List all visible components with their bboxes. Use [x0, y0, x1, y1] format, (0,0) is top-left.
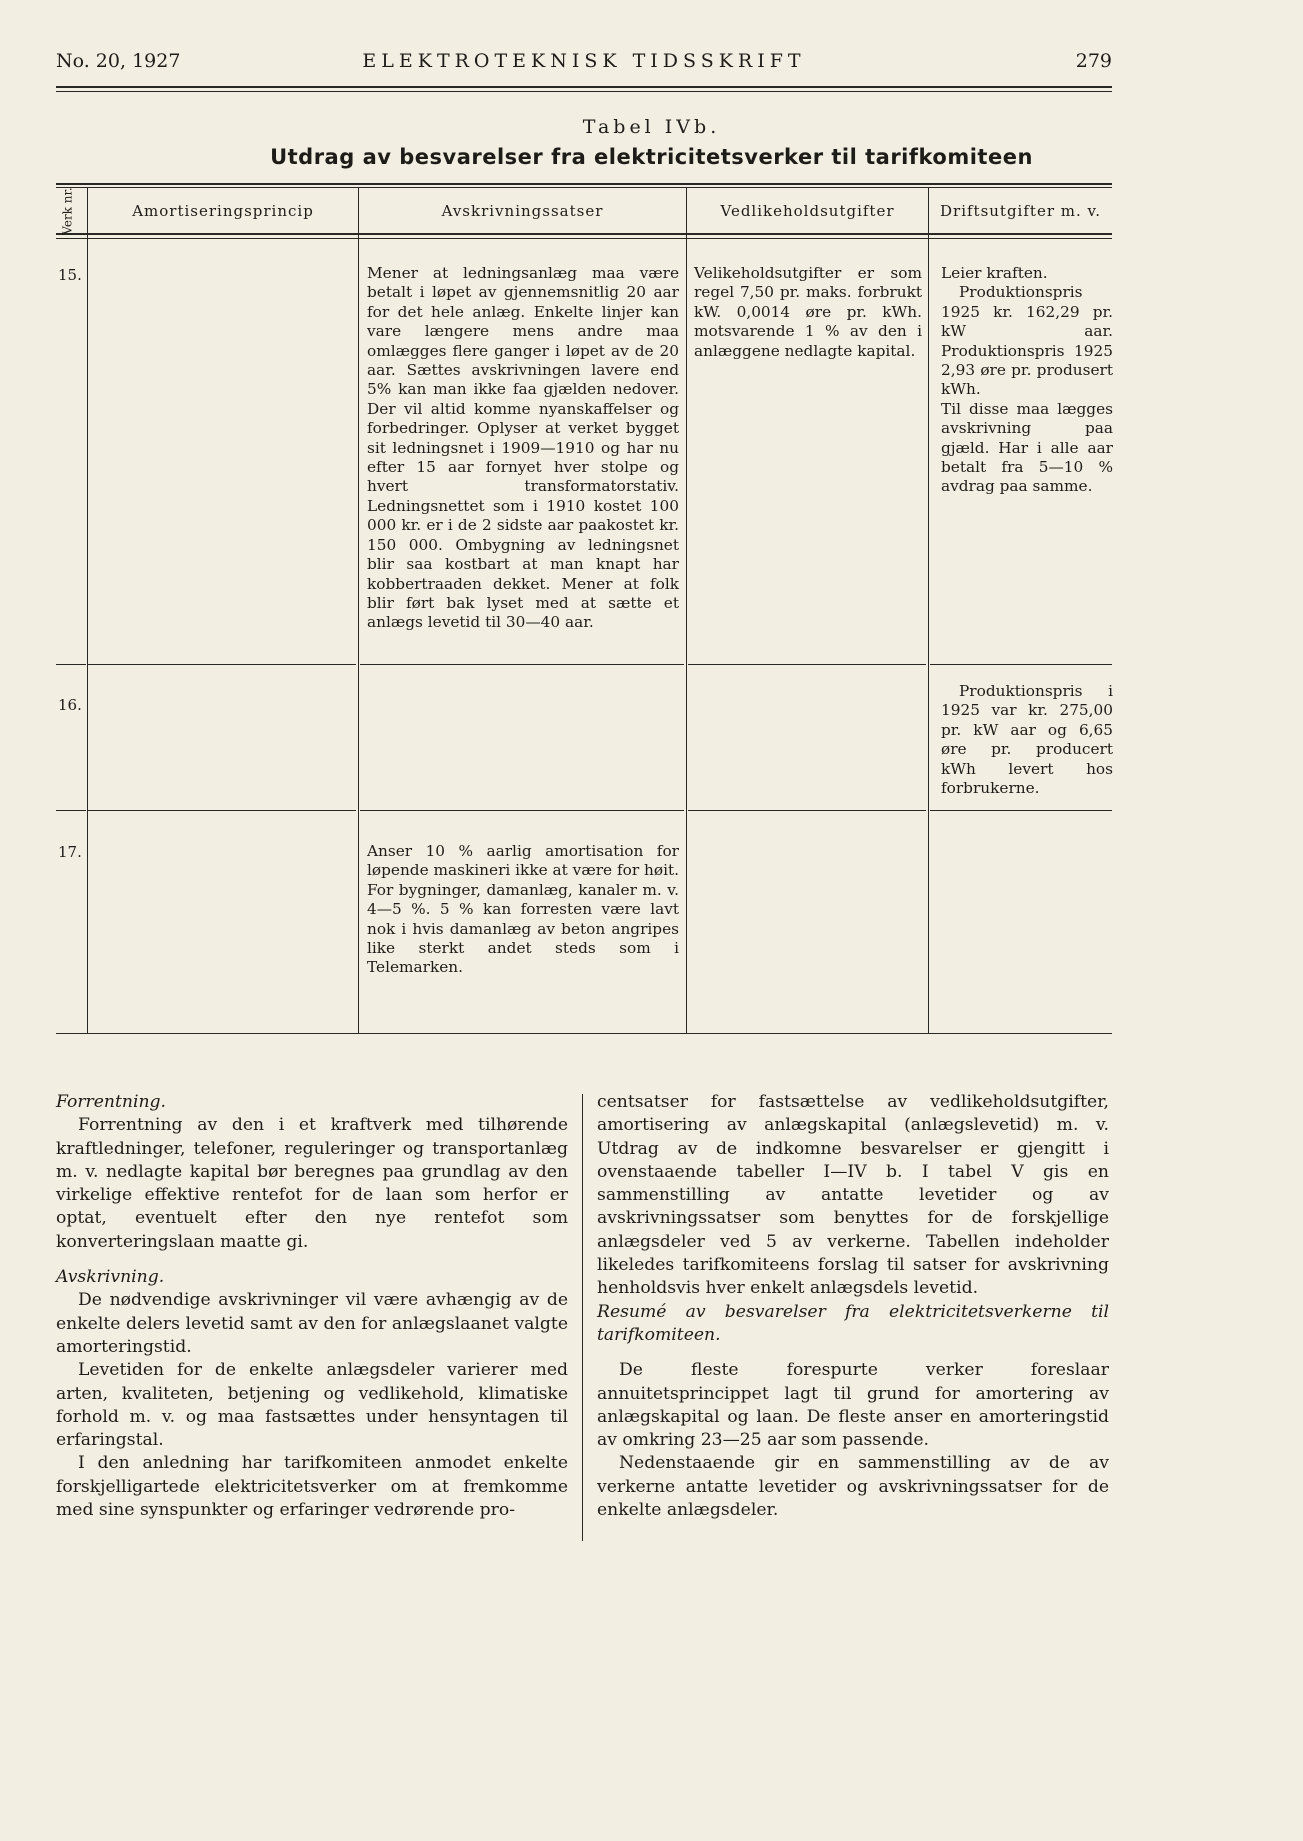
page-number: 279	[1075, 50, 1112, 72]
paragraph: De fleste forespurte verker foreslaar annuitetsprincippet lagt til grund for amortering av anlægskapital og laan. De fleste anser en amorteringstid av omkring 23—25 aar som passende.	[597, 1360, 1109, 1451]
row-separator	[688, 810, 926, 811]
column-rule	[686, 187, 687, 1033]
table-cell-avskrivning: Mener at ledningsanlæg maa være betalt i løpet av gjennemsnitlig 20 aar for det hele anlæg. Enkelte linjer kan vare længere mens andre maa omlægges flere ganger i løpet av de 20 aar. Sættes avskrivningen lavere end 5% kan man ikke faa gjælden nedover. Der vil altid komme nyanskaffelser og forbedringer. Oplyser at verket bygget sit ledningsnet i 1909—1910 og har nu efter 15 aar fornyet hver stolpe og hvert transformatorstativ. Ledningsnettet som i 1910 kostet 100 000 kr. er i de 2 sidste aar paakostet kr. 150 000. Ombygning av ledningsnet blir saa kostbart at man knapt har kobbertraaden dekket. Mener at folk blir ført bak lyset med at sætte et anlægs levetid til 30—40 aar.	[367, 264, 679, 632]
row-separator	[88, 810, 356, 811]
column-header-drift: Driftsutgifter m. v.	[940, 202, 1101, 220]
paragraph: Nedenstaaende gir en sammenstilling av de av verkerne antatte levetider og avskrivningssatser for de enkelte anlægsdeler.	[597, 1453, 1109, 1521]
table-cell-avskrivning: Anser 10 % aarlig amortisation for løpende maskineri ikke at være for høit. For bygninger, damanlæg, kanaler m. v. 4—5 %. 5 % kan forresten være lavt nok i hvis damanlæg av beton angripes like sterkt andet steds som i Telemarken.	[367, 842, 679, 977]
table-title: Utdrag av besvarelser fra elektricitetsverker til tarifkomiteen	[270, 145, 1033, 169]
row-separator	[88, 664, 356, 665]
paragraph: De nødvendige avskrivninger vil være avhængig av de enkelte delers levetid samt av den for anlægslaanet valgte amorteringstid.	[56, 1290, 568, 1357]
issue-label: No. 20, 1927	[56, 50, 181, 72]
column-divider	[582, 1094, 583, 1541]
column-header-amortisering: Amortiseringsprincip	[132, 202, 314, 220]
table-header-rule	[56, 233, 1112, 235]
paragraph: Levetiden for de enkelte anlægsdeler varierer med arten, kvaliteten, betjening og vedlikehold, klimatiske forhold m. v. og maa fastsættes under hensyntagen til erfaringstal.	[56, 1360, 568, 1451]
table-cell-drift: Produktionspris i 1925 var kr. 275,00 pr. kW aar og 6,65 øre pr. producert kWh levert hos forbrukerne.	[941, 682, 1113, 798]
row-separator	[360, 664, 684, 665]
column-header-vedlikehold: Vedlikeholdsutgifter	[720, 202, 895, 220]
row-separator	[688, 664, 926, 665]
journal-title: ELEKTROTEKNISK TIDSSKRIFT	[362, 50, 806, 72]
table-top-rule	[56, 183, 1112, 185]
column-rule	[87, 187, 88, 1033]
table-label: Tabel IVb.	[582, 116, 721, 138]
column-header-avskrivning: Avskrivningssatser	[441, 202, 604, 220]
row-separator	[56, 810, 86, 811]
row-separator	[56, 664, 86, 665]
row-separator	[930, 664, 1112, 665]
header-rule-thin	[56, 91, 1112, 92]
table-header-rule-thin	[56, 238, 1112, 239]
section-heading: Forrentning.	[56, 1092, 167, 1112]
column-rule	[358, 187, 359, 1033]
section-heading: Avskrivning.	[56, 1267, 165, 1288]
paragraph: Forrentning av den i et kraftverk med tilhørende kraftledninger, telefoner, reguleringer og transportanlæg m. v. nedlagte kapital bør beregnes paa grundlag av den virkelige effektive rentefot for de laan som herfor er optat, eventuelt efter den nye rentefot som konverteringslaan maatte gi.	[56, 1115, 568, 1252]
table-cell-drift: Leier kraften. Produktionspris 1925 kr. 162,29 pr. kW aar. Produktionspris 1925 2,93 øre pr. produsert kWh. Til disse maa lægges avskrivning paa gjæld. Har i alle aar betalt fra 5—10 % avdrag paa samme.	[941, 264, 1113, 496]
table-bottom-rule	[56, 1033, 1112, 1034]
table-cell-vedlikehold: Velikeholdsutgifter er som regel 7,50 pr. maks. forbrukt kW. 0,0014 øre pr. kWh. motsvarende 1 % av den i anlæggene nedlagte kapital.	[694, 264, 922, 360]
body-column-left	[56, 1091, 568, 1522]
column-rule	[928, 187, 929, 1033]
column-header-verk: Verk nr.	[60, 187, 75, 235]
section-heading: Resumé av besvarelser fra elektricitetsverkerne til tarifkomiteen.	[597, 1301, 1109, 1345]
row-number: 15.	[58, 266, 82, 284]
body-column-right	[597, 1091, 1109, 1522]
paragraph: centsatser for fastsættelse av vedlikeholdsutgifter, amortisering av anlægskapital (anlægslevetid) m. v. Utdrag av de indkomne besvarelser er gjengitt i ovenstaaende tabeller I—IV b. I tabel V gis en sammenstilling av antatte levetider og av avskrivningssatser som benyttes for de forskjellige anlægsdeler ved 5 av verkerne. Tabellen indeholder likeledes tarifkomiteens forslag til satser for avskrivning henholdsvis hver enkelt anlægsdels levetid.	[597, 1092, 1109, 1299]
paragraph: I den anledning har tarifkomiteen anmodet enkelte forskjelligartede elektricitetsverker om at fremkomme med sine synspunkter og erfaringer vedrørende pro-	[56, 1453, 568, 1521]
header-rule-thick	[56, 86, 1112, 88]
running-header	[56, 50, 1112, 76]
row-separator	[360, 810, 684, 811]
table-top-rule-thin	[56, 187, 1112, 188]
row-separator	[930, 810, 1112, 811]
row-number: 16.	[58, 696, 82, 714]
row-number: 17.	[58, 843, 82, 861]
